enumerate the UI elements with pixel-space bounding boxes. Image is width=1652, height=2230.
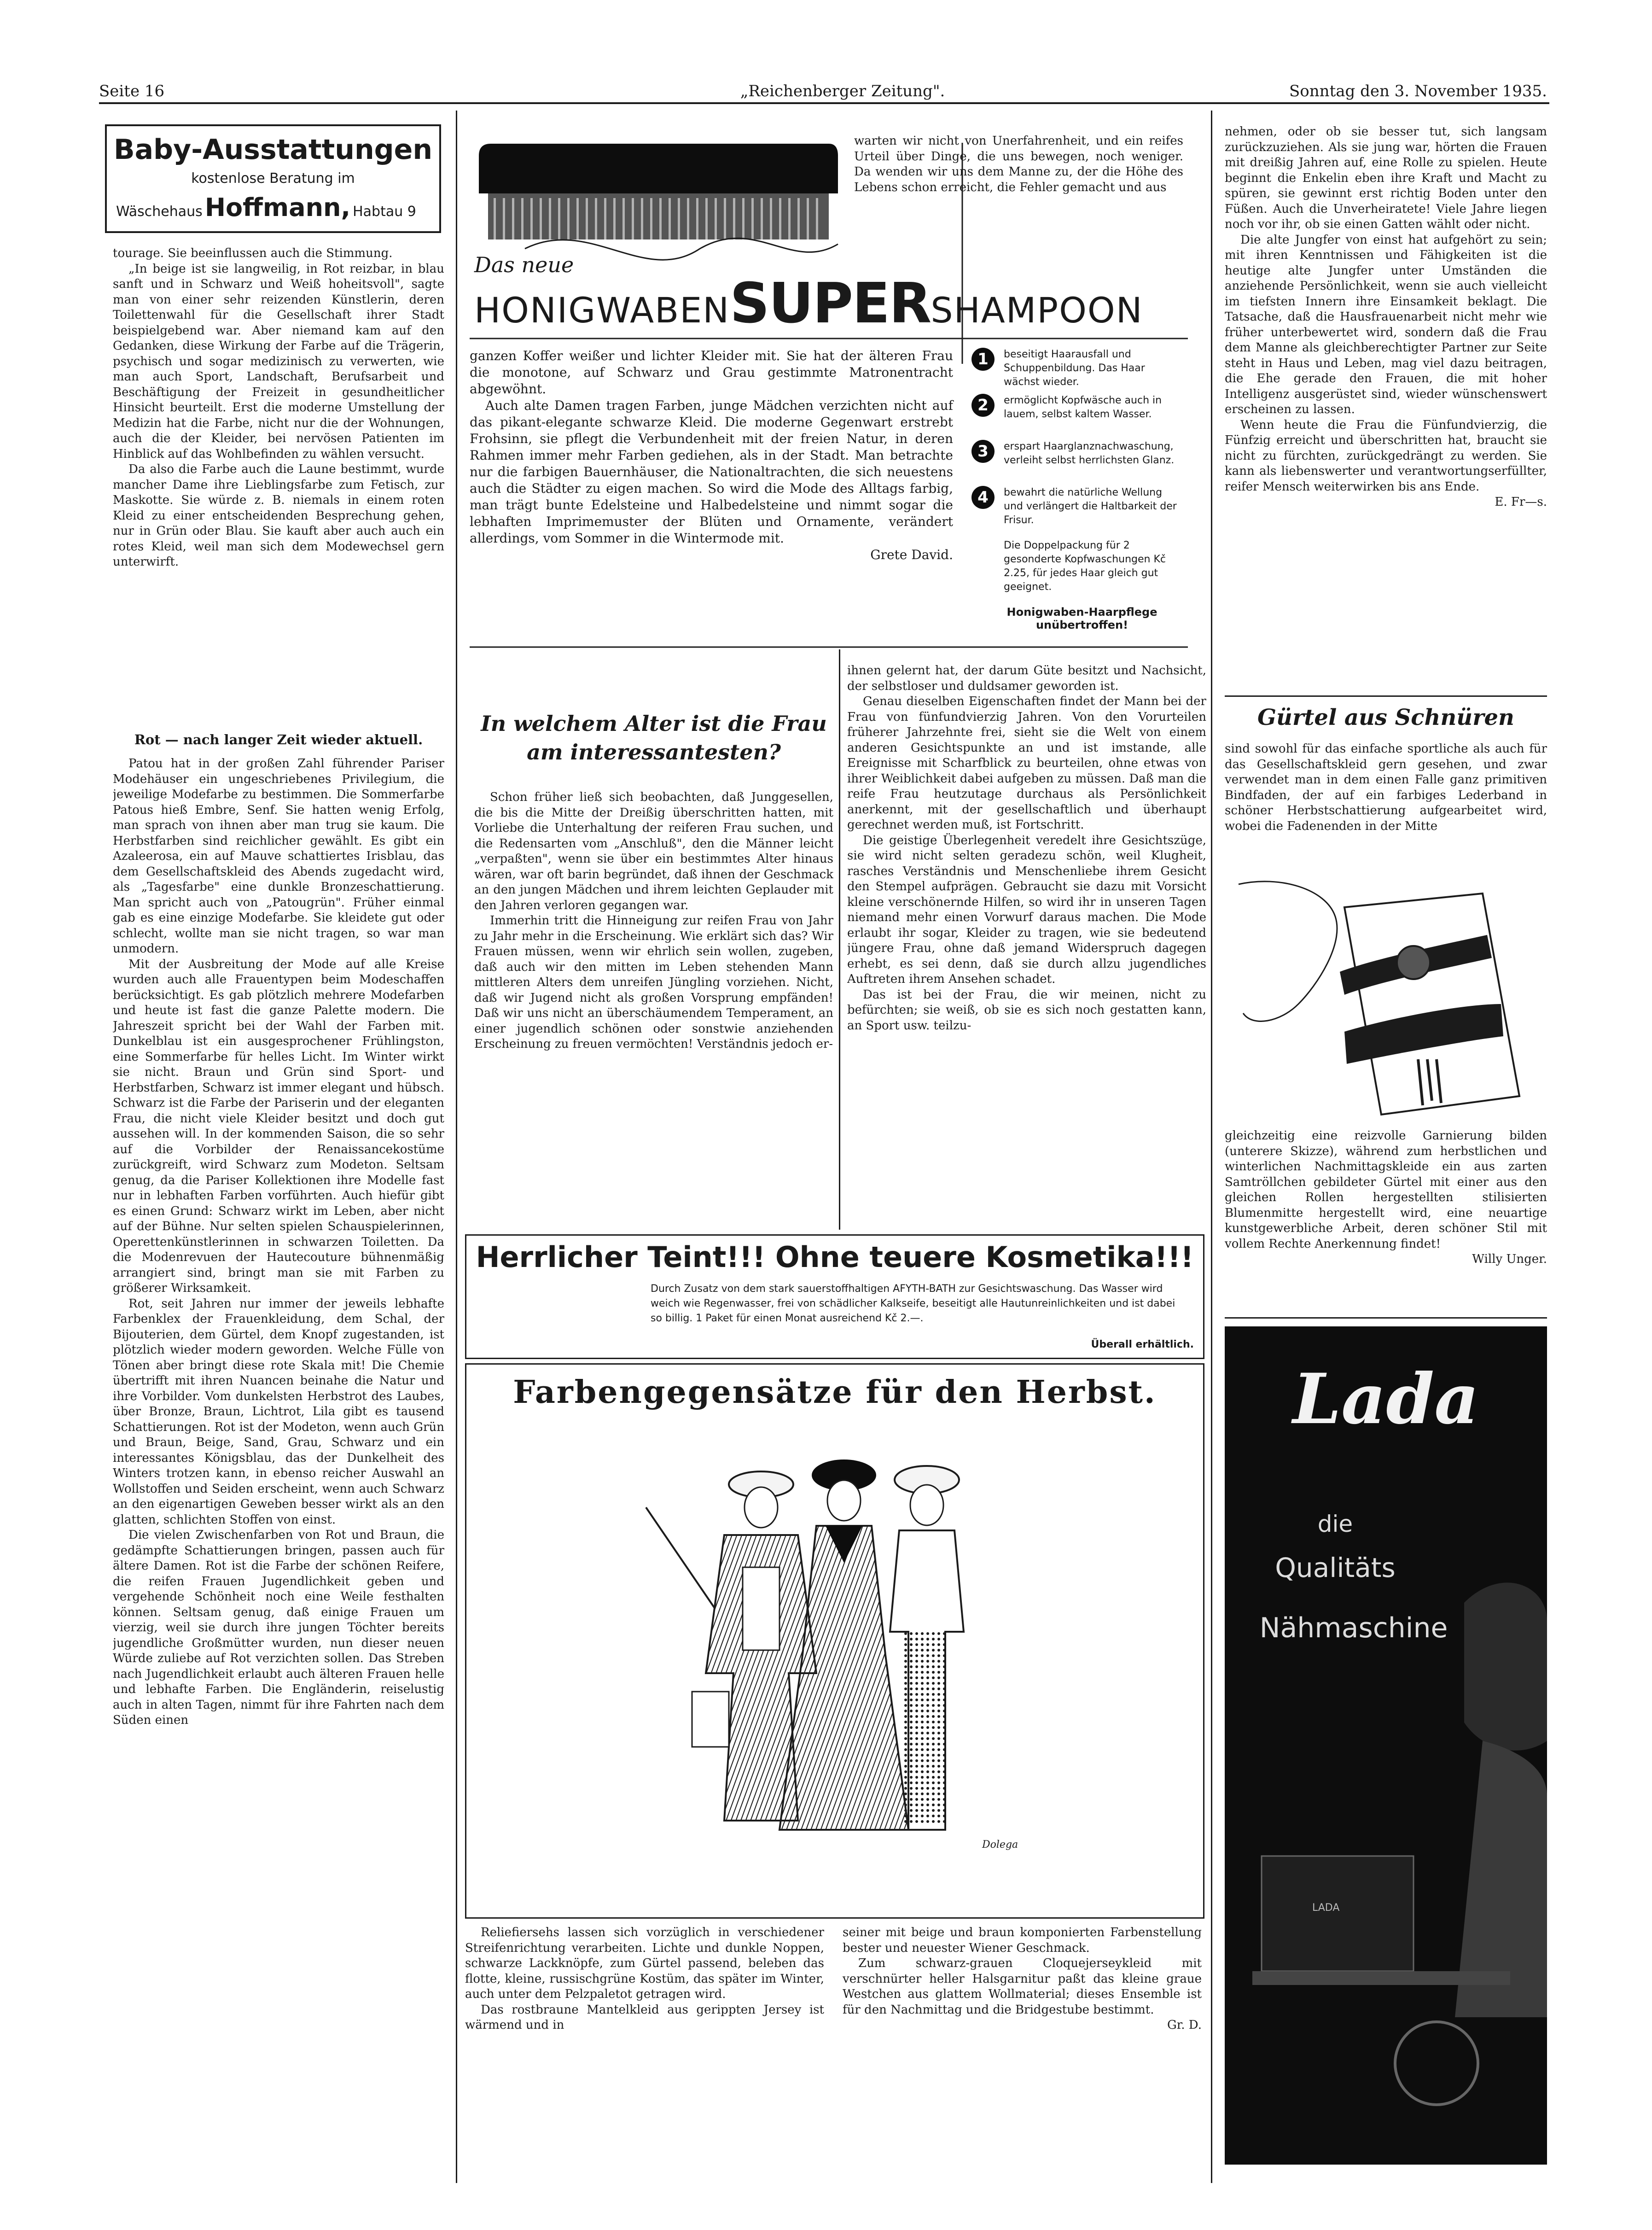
col1-heading: Rot — nach langer Zeit wieder aktuell. [134, 732, 423, 747]
column-rule-3 [1211, 111, 1212, 2183]
guertel-author: Willy Unger. [1472, 1252, 1547, 1266]
baby-ad-address: Habtau 9 [353, 204, 416, 220]
col1-p6: Rot, seit Jahren nur immer der jeweils lebhafte Farbenklex der Frauenkleidung, dem Schal, der Bijouterien, dem Gürtel, dem Knopf zugestanden, ist plötzlich wieder modern geworden. Welche Fülle von Tönen aber bringt diese rote Skala mit! Die Chemie übertrifft mit ihren Nuancen beinahe die Natur und ihre Vorbilder. Vom dunkelsten Herbstrot des Laubes, über Bronze, Braun, Lichtrot, Lila gibt es tausend Schattierungen. Rot ist der Modeton, wenn auch Grün und Braun, Beige, Sand, Grau, Schwarz und ein interessantes Königsblau, das der Dunkelheit des Winters trotzen kann, in ebenso reicher Auswahl an Wollstoffen und Seiden erscheint, wenn auch Schwarz an den eigenartigen Geweben besser wirkt als an den glatten, schlichten Stoffen von einst. [113, 1296, 444, 1527]
col2-top-text [470, 348, 953, 642]
col1-p5: Mit der Ausbreitung der Mode auf alle Kreise wurden auch alle Frauentypen beim Modeschaffen berücksichtigt. Es gab plötzlich mehrere Modefarben und heute ist fast die ganze Palette modern. Die Jahreszeit spricht bei der Wahl der Farben mit. Dunkelblau ist ein ausgesprochener Frühlingston, eine Sommerfarbe für helles Licht. Im Winter wirkt sie nicht. Braun und Grün sind Sport- und Herbstfarben, Schwarz ist immer elegant und hübsch. Schwarz ist die Farbe der Pariserin und der eleganten Frau, die nicht viele Kleider besitzt und doch gut aussehen will. In der kommenden Saison, die so sehr auf die Vorbilder der Renaissancekostüme zurückgreift, wird Schwarz zum Modeton. Seltsam genug, da die Pariser Kollektionen ihre Modelle fast nur in lebhaften Farben vorführten. Auch hiefür gibt es einen Grund: Schwarz wirkt im Leben, aber nicht auf der Bühne. Nur selten spielen Schauspielerinnen, Operettenkünstlerinnen in schwarzen Toiletten. Da die Modenrevuen der Hautecouture bühnenmäßig arrangiert sind, bringt man sie mit Farben zu größerer Wirksamkeit. [113, 957, 444, 1295]
article2-title: In welchem Alter ist die Frau am interessantesten? [481, 711, 827, 765]
baby-ad-prefix: Wäschehaus [116, 204, 203, 220]
col4-rule-2 [1225, 1317, 1547, 1319]
teint-text: Durch Zusatz von dem stark sauerstoffhaltigen AFYTH-BATH zur Gesichtswaschung. Das Wasser wird weich wie Regenwasser, frei von schädlicher Kalkseife, beseitigt alle Hautunreinlichkeiten und ist dabei so billig. 1 Paket für einen Monat ausreichend Kč 2.—. [651, 1283, 1175, 1324]
article2-p5: Die geistige Überlegenheit veredelt ihre Gesichtszüge, sie wird nicht selten geradezu schön, weil Klugheit, rasches Verständnis und Menschenliebe ihrem Gesicht den Stempel aufprägen. Gebraucht sie dazu mit Vorsicht kleine verschönernde Hilfen, so wird ihr in unseren Tagen niemand mehr einen Vorwurf daraus machen. Die Mode erlaubt ihr sogar, Kleider zu tragen, wie sie bedeutend jüngere Frau, ohne daß jemand Widerspruch dagegen erhebt, es sei denn, daß sie durch allzu jugendliches Auftreten ihrem Ansehen schadet. [847, 833, 1206, 986]
lada-line2: Qualitäts [1275, 1552, 1396, 1583]
fashion-illustration [466, 1415, 1203, 1913]
face-sketch [1239, 881, 1337, 1022]
fashion-left-p2: Das rostbraune Mantelkleid aus gerippten Jersey ist wärmend und in [465, 2002, 824, 2032]
newspaper-name: „Reichenberger Zeitung". [740, 82, 945, 100]
col1-p1: tourage. Sie beeinflussen auch die Stimmung. [113, 246, 393, 260]
col4-p1: nehmen, oder ob sie besser tut, sich langsam zurückzuziehen. Als sie jung war, hörten die Frauen mit dreißig Jahren auf, eine Rolle zu spielen. Heute beginnt die Enkelin eben ihre Kraft und Macht zu spüren, sie gewinnt erst richtig Boden unter den Füßen. Auch die Unverheiratete! Viele Jahre liegen noch vor ihr, ob sie einen Gatten wählt oder nicht. [1225, 125, 1547, 231]
point-number-badge: 4 [971, 486, 995, 509]
col2-top-author: Grete David. [870, 547, 953, 562]
teint-headline: Herrlicher Teint!!! Ohne teuere Kosmetika!!! [476, 1240, 1194, 1274]
point-text: ermöglicht Kopfwäsche auch in lauem, selbst kaltem Wasser. [1004, 395, 1162, 420]
article2-p4: Genau dieselben Eigenschaften findet der Mann bei der Frau von fünfundvierzig Jahren. Von den Vorurteilen früherer Jahrzehnte frei, sieht sie die Welt von einem anderen Gesichtspunkte an und ist imstande, alle Ereignisse mit Scharfblick zu beurteilen, ohne etwas von ihrer Weiblichkeit dabei aufgeben zu müssen. Daß man die reife Frau heutzutage durchaus als Persönlichkeit anerkennt, mit der gesellschaftlich und überhaupt gerechnet werden muß, ist Fortschritt. [847, 695, 1206, 832]
lada-line1: die [1317, 1511, 1353, 1537]
comb-illustration [479, 144, 838, 239]
article2-left [474, 790, 833, 1232]
baby-ad [105, 124, 441, 233]
shampoo-name-right: SHAMPOON [931, 290, 1143, 331]
sewing-machine [1262, 1856, 1414, 1971]
col4-p3: Wenn heute die Frau die Fünfundvierzig, die Fünfzig erreicht und überschritten hat, braucht sie nicht zu fürchten, zurückgedrängt zu werden. Sie kann als liebenswerter und verantwortungserfüllter, reifer Mensch weiterwirken bis ans Ende. [1225, 418, 1547, 494]
point-number-badge: 3 [971, 440, 995, 463]
shampoo-name [474, 272, 1192, 336]
fashion-title: Farbengegensätze für den Herbst. [513, 1374, 1157, 1411]
guertel-intro [1225, 741, 1547, 857]
article2-p6: Das ist bei der Frau, die wir meinen, nicht zu befürchten; sie weiß, ob sie es sich noch gestatten kann, an Sport usw. teilzu- [847, 987, 1206, 1033]
point-number-badge: 2 [971, 394, 995, 417]
belt-sketch [1225, 866, 1547, 1124]
article2-p1: Schon früher ließ sich beobachten, daß Junggesellen, die bis die Mitte der Dreißig überschritten hatten, mit Vorliebe die Unterhaltung der reiferen Frau suchen, und die Redensarten vom „Anschluß", den die Männer leicht „verpaßten", wenn sie über ein bestimmtes Alter hinaus wären, war oft barin begründet, daß ihnen der Geschmack an den jungen Mädchen und ihrem leichten Geplauder mit den Jahren verloren gegangen war. [474, 790, 833, 912]
article2-right [847, 663, 1206, 1232]
col4-text [1225, 124, 1547, 691]
paper-card [1344, 893, 1519, 1115]
fashion-feature [465, 1363, 1204, 1919]
col3-top-text [854, 134, 1183, 210]
col4-p2: Die alte Jungfer von einst hat aufgehört zu sein; mit ihren Kenntnissen und Fähigkeiten ist die heutige alte Jungfer unter Umständen die anziehende Persönlichkeit, wenn sie auch vielleicht im tiefsten Innern ihre Einsamkeit beklagt. Die Tatsache, daß die Hausfrauenarbeit nicht mehr wie früher unterbewertet wird, sondern daß die Frau dem Manne als gleichberechtigter Partner zur Seite steht in Haus und Leben, mag viel dazu beitragen, die Ehe gerade den Frauen, die mit hoher Intelligenz ausgerüstet sind, wieder wünschenswert erscheinen zu lassen. [1225, 233, 1547, 416]
lada-machine-label: LADA [1312, 1902, 1340, 1914]
header-rule [99, 102, 1549, 104]
fashion-left-text [465, 1925, 824, 2169]
lada-brand: Lada [1292, 1359, 1479, 1440]
article2-p2: Immerhin tritt die Hinneigung zur reifen Frau von Jahr zu Jahr mehr in die Erscheinung. Wie erklärt sich das? Wir Frauen müssen, wenn wir ehrlich sein wollen, zugeben, daß auch wir den mitten im Leben stehenden Mann mittleren Alters dem unreifen Jüngling vorziehen. Nicht, daß wir Jugend nicht als großen Vorsprung empfänden! Daß wir uns nicht an überschäumendem Temperament, an einer jugendlich schönen oder sonstwie anziehenden Erscheinung zu freuen vermöchten! Verständnis jedoch er- [474, 914, 833, 1051]
point-text: erspart Haarglanznachwaschung, verleiht selbst herrlichsten Glanz. [1004, 441, 1175, 466]
shampoo-name-left: HONIGWABEN [474, 290, 730, 331]
col1-p4: Patou hat in der großen Zahl führender Pariser Modehäuser ein ungeschriebenes Privilegium, die jeweilige Modefarbe zu bestimmen. Die Sommerfarbe Patous hieß Embre, Senf. Sie hatten wenig Erfolg, man sprach von ihnen aber man trug sie kaum. Die Herbstfarben sind reichlicher gewählt. Es gibt ein Azaleerosa, ein auf Mauve schattiertes Irisblau, das dem Gesellschaftskleid des Abends zugedacht wird, als „Tagesfarbe" eine dunkle Bronzeschattierung. Man spricht auch von „Patougrün". Früher einmal gab es eine einzige Modefarbe. Sie kleidete gut oder schlecht, wollte man sie nicht tragen, so war man unmodern. [113, 757, 444, 956]
col4-rule [1225, 695, 1547, 697]
col1-p2: „In beige ist sie langweilig, in Rot reizbar, in blau sanft und in Schwarz und Weiß hoheitsvoll", sagte man von einer sehr reizenden Künstlerin, deren Toilettenwahl für die Gesellschaft ihrer Stadt beispielgebend war. Aber niemand kam auf den Gedanken, diese Wirkung der Farbe auf die Trägerin, psychisch und sogar medizinisch zu verwerten, wie man auch Sport, Landschaft, Berufsarbeit und Beschäftigung der Freizeit in gesundheitlicher Hinsicht beurteilt. Erst die moderne Umstellung der Medizin hat die Farbe, nicht nur die der Wohnungen, auch die der Kleider, bei nervösen Patienten im Hinblick auf das Wohlbefinden zu wählen versucht. [113, 262, 444, 461]
col1-upper [113, 246, 444, 706]
guertel-cont [1225, 1128, 1547, 1276]
baby-ad-store [116, 193, 434, 222]
baby-ad-name: Hoffmann, [204, 193, 351, 222]
guertel-p1: sind sowohl für das einfache sportliche als auch für das Gesellschaftskleid gern gesehen, und zwar verwendet man in dem einen Falle ganz primitiven Bindfaden, der auf ein farbiges Lederband in schöner Herbstschattierung aufgearbeitet wird, wobei die Fadenenden in der Mitte [1225, 742, 1547, 833]
article2-p3: ihnen gelernt hat, der darum Güte besitzt und Nachsicht, der selbstloser und duldsamer geworden ist. [847, 664, 1206, 693]
lada-illustration [1225, 1326, 1547, 2165]
lada-ad [1225, 1326, 1547, 2165]
col2-top-p2: Auch alte Damen tragen Farben, junge Mädchen verzichten nicht auf das pikant-elegante schwarze Kleid. Die moderne Gegenwart erstrebt Frohsinn, sie pflegt die Verbundenheit mit der freien Natur, in deren Rahmen immer mehr Farben gediehen, als in der Stadt. Man betrachte nur die farbigen Bauernhäuser, die Nationaltrachten, die sich neuestens auch die Städter zu eigen machen. So wird die Mode des Alltags farbig, man trägt bunte Edelsteine und Halbedelsteine und nimmt sogar die lebhaften Imprimemuster der Blüten und Ornamente, verändert allerdings, vom Sommer in die Wintermode mit. [470, 398, 953, 546]
col4-author: E. Fr—s. [1495, 495, 1547, 509]
teint-ad [465, 1234, 1204, 1359]
woman-head [1464, 1582, 1547, 1750]
fashion-right-p1: seiner mit beige und braun komponierten Farbenstellung bester und neuester Wiener Geschmack. [843, 1926, 1202, 1955]
shampoo-name-mid: SUPER [730, 272, 931, 336]
col1-p7: Die vielen Zwischenfarben von Rot und Braun, die gedämpfte Schattierungen bringen, passen auch für ältere Damen. Rot ist die Farbe der schönen Reifere, die reifen Frauen Jugendlichkeit geben und vergehende Schönheit noch eine Weile festhalten können. Seltsam genug, daß einige Frauen um vierzig, weil sie durch ihre jungen Töchter bereits jugendliche Großmütter wurden, nun dieser neuen Würde zuliebe auf Rot verzichten sollen. Das Streben nach Jugendlichkeit erlaubt auch älteren Frauen helle und lebhafte Farben. Die Engländerin, reiselustig auch in alten Tagen, nimmt für ihre Fahrten nach dem Süden einen [113, 1528, 444, 1727]
illustrator-signature: Dolega [982, 1839, 1018, 1851]
shampoo-points [971, 348, 1183, 638]
lada-line3: Nähmaschine [1259, 1612, 1448, 1644]
teint-available: Überall erhältlich. [1091, 1339, 1194, 1350]
shampoo-price: Die Doppelpackung für 2 gesonderte Kopfwaschungen Kč 2.25, für jedes Haar gleich gut geeignet. [1004, 540, 1166, 593]
col1-p3: Da also die Farbe auch die Laune bestimmt, wurde mancher Dame ihre Lieblingsfarbe zum Fetisch, zur Maskotte. Sie würde z. B. niemals in einem roten Kleid zu einer entscheidenden Besprechung gehen, nur in Grün oder Blau. Sie kauft aber auch auch ein rotes Kleid, weil man sich dem Modewechsel gern unterwirft. [113, 462, 444, 569]
belt-flower [1397, 946, 1430, 979]
fashion-right-p2: Zum schwarz-grauen Cloquejerseykleid mit verschnürter heller Halsgarnitur paßt das kleine graue Westchen aus glattem Wollmaterial; dieses Ensemble ist für den Nachmittag und die Bridgestube bestimmt. [843, 1956, 1202, 2017]
fashion-right-text [843, 1925, 1202, 2169]
col1-lower [113, 756, 444, 2182]
col2-top-p1: ganzen Koffer weißer und lichter Kleider mit. Sie hat der älteren Frau die monotone, auf Schwarz und Grau gestimmte Matronentracht abgewöhnt. [470, 348, 953, 397]
point-number-badge: 1 [971, 348, 995, 371]
shampoo-brand-script: Das neue [474, 252, 574, 277]
fashion-left-p1: Reliefiersehs lassen sich vorzüglich in verschiedener Streifenrichtung verarbeiten. Lichte und dunkle Noppen, schwarze Lackknöpfe, zum Gürtel passend, beleben das flotte, kleine, russischgrüne Kostüm, das später im Winter, auch unter dem Pelzpaletot getragen wird. [465, 1926, 824, 2001]
page-number: Seite 16 [99, 82, 165, 100]
shampoo-footer: Honigwaben-Haarpflege unübertroffen! [1006, 606, 1158, 631]
column-rule-1 [456, 111, 457, 2183]
column-rule-2 [839, 649, 840, 1230]
treadle-wheel [1395, 2022, 1478, 2105]
guertel-p2: gleichzeitig eine reizvolle Garnierung bilden (unterere Skizze), während zum herbstlichen und winterlichen Nachmittagskleide ein aus zarten Samtröllchen gebildeter Gürtel mit einer aus den gleichen Rollen hergestellten stilisierten Blumenmitte hergestellt wird, eine neuartige kunstgewerbliche Arbeit, deren schöner Stil mit vollem Rechte Anerkennung findet! [1225, 1129, 1547, 1251]
fashion-author: Gr. D. [1167, 2018, 1202, 2032]
baby-ad-line: kostenlose Beratung im [191, 170, 355, 187]
issue-date: Sonntag den 3. November 1935. [1289, 82, 1547, 100]
guertel-title: Gürtel aus Schnüren [1257, 705, 1514, 730]
shampoo-ad [470, 134, 1188, 649]
point-text: bewahrt die natürliche Wellung und verlängert die Haltbarkeit der Frisur. [1004, 487, 1177, 526]
machine-table [1252, 1971, 1510, 1985]
col3-top-p1: warten wir nicht von Unerfahrenheit, und ein reifes Urteil über Dinge, die uns bewegen, noch weniger. Da wenden wir uns dem Manne zu, der die Höhe des Lebens schon erreicht, die Fehler gemacht und aus [854, 134, 1183, 194]
baby-ad-title: Baby-Ausstattungen [113, 134, 433, 166]
point-text: beseitigt Haarausfall und Schuppenbildung. Das Haar wächst wieder. [1004, 349, 1145, 388]
